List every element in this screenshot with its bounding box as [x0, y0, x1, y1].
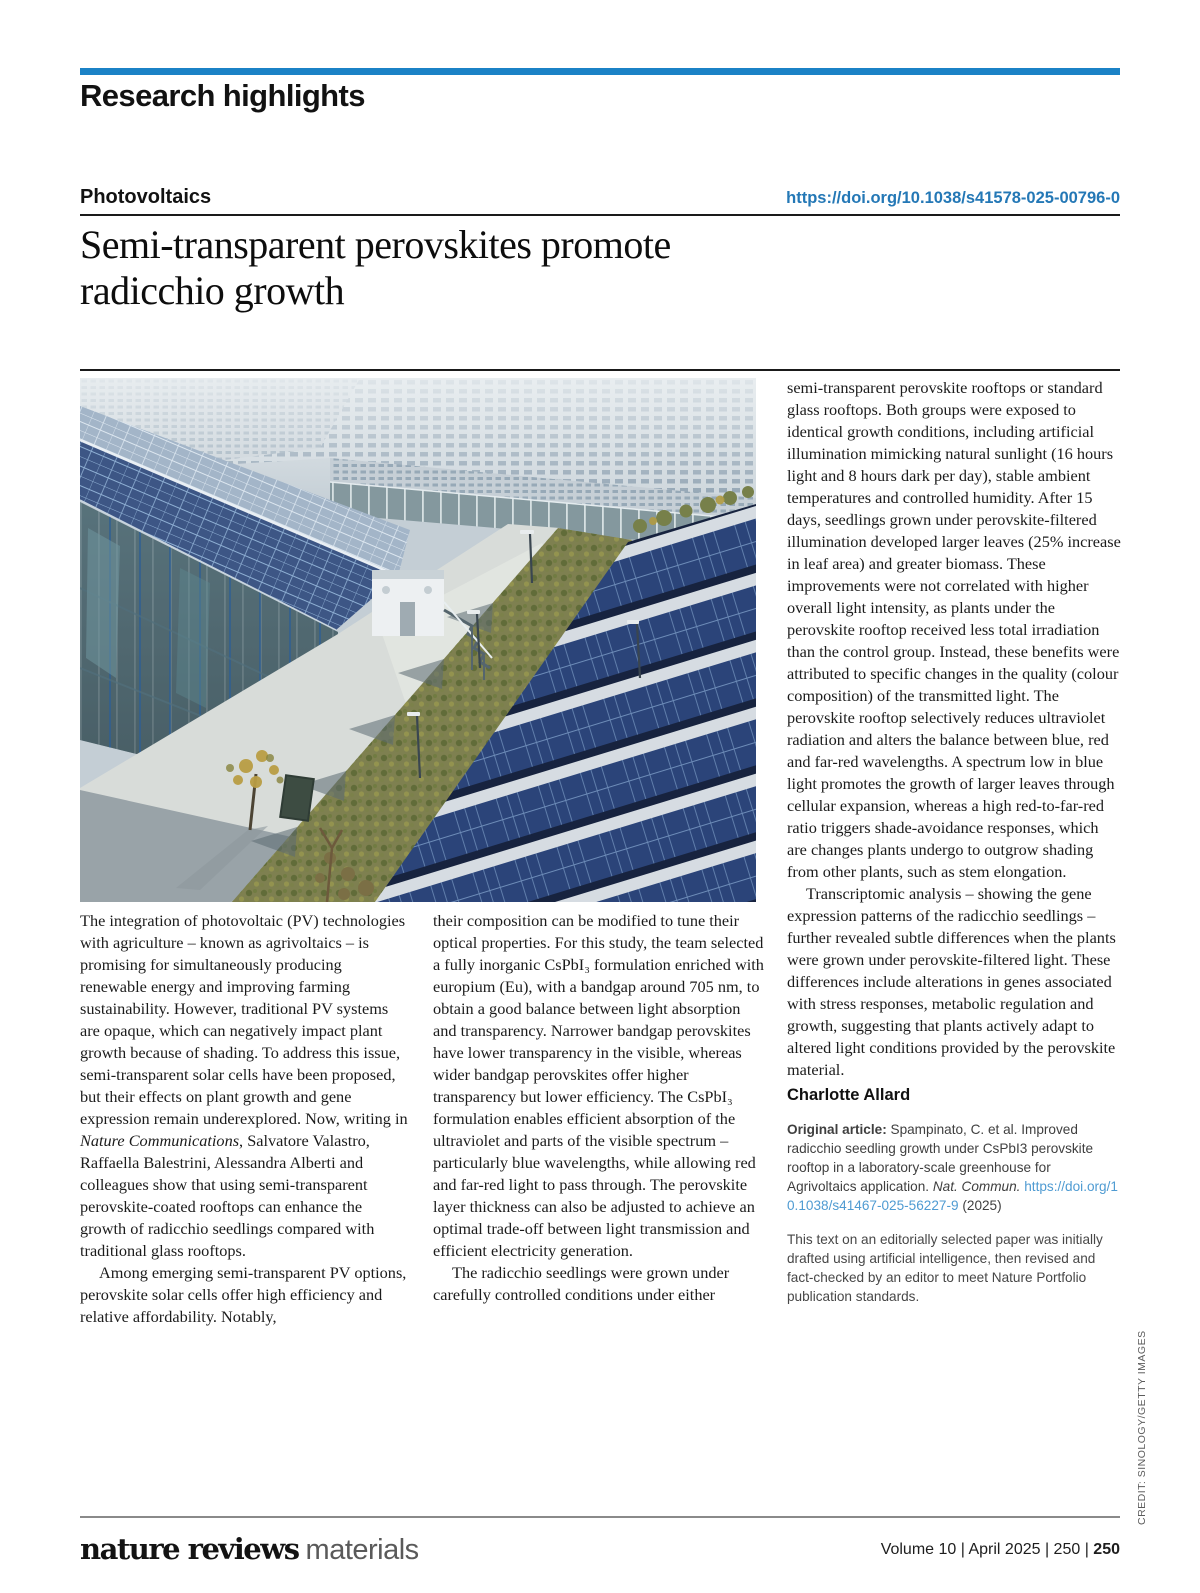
article-photo-greenhouses: [80, 378, 756, 902]
text-run: Spampinato, C. et al. Improved radicchio seedling growth under CsPbI3 perovskite rooftop in a laboratory-scale greenhouse for Agrivoltaics application.: [787, 1122, 1094, 1194]
text-run: Original article:: [787, 1122, 891, 1137]
body-paragraph: their composition can be modified to tune their optical properties. For this study, the team selected a fully inorganic CsPbI₃ formulation enriched with europium (Eu), with a bandgap around 705 nm, to obtain a good balance between light absorption and transparency. Narrower bandgap perovskites have lower transparency in the visible, whereas wider bandgap perovskites offer higher transparency but lower efficiency. The CsPbI₃ formulation enables efficient absorption of the ultraviolet and parts of the visible spectrum – particularly blue wavelengths, while allowing red and far-red light to pass through. The perovskite layer thickness can also be adjusted to achieve an optimal trade-off between light transmission and efficient electricity generation.: [433, 911, 764, 1260]
volume-info: Volume 10 | April 2025 | 250 |: [880, 1541, 1094, 1558]
article-title: Semi-transparent perovskites promote radicchio growth: [80, 222, 671, 313]
text-run: The integration of photovoltaic (PV) technologies with agriculture – known as agrivoltaics – is promising for simultaneously producing renewable energy and improving farming sustainability. However, traditional PV systems are opaque, which can negatively impact plant growth because of shading. To address this issue, semi-transparent solar cells have been proposed, but their effects on plant growth and gene expression remain underexplored. Now, writing in: [80, 911, 408, 1128]
ai-disclaimer: This text on an editorially selected paper was initially drafted using artificial intelligence, then revised and fact-checked by an editor to meet Nature Portfolio publication standards.: [787, 1232, 1103, 1304]
text-run: , Salvatore Valastro, Raffaella Balestrini, Alessandra Alberti and colleagues show that using semi-transparent perovskite-coated rooftops can enhance the growth of radicchio seedlings compared with traditional glass rooftops.: [80, 1131, 375, 1260]
topic-label: Photovoltaics: [80, 186, 212, 208]
body-column-1: [80, 910, 412, 1328]
body-column-3: [787, 377, 1121, 1306]
text-run: Nature Communications: [80, 1131, 240, 1150]
top-accent-rule: [80, 68, 1120, 75]
footer-rule: [80, 1516, 1120, 1518]
body-paragraph: Transcriptomic analysis – showing the gene expression patterns of the radicchio seedlings – further revealed subtle differences when the plants were grown under perovskite-filtered light. These differences include alterations in genes associated with stress responses, metabolic regulation and growth, suggesting that plants actively adapt to altered light conditions provided by the perovskite material.: [787, 884, 1116, 1079]
journal-logo: [80, 1532, 419, 1567]
dark-signboard: [279, 774, 315, 822]
figure-top-rule: [80, 369, 1120, 371]
original-article-citation: [787, 1120, 1121, 1215]
body-paragraph: [80, 910, 412, 1262]
citation-year: (2025): [958, 1198, 1002, 1213]
journal-logo-bold: nature reviews: [80, 1532, 299, 1566]
topic-rule: [80, 214, 1120, 216]
author-name: Charlotte Allard: [787, 1086, 911, 1104]
text-run: Nat. Commun.: [932, 1179, 1021, 1194]
section-heading: Research highlights: [80, 78, 365, 113]
body-column-2: [433, 910, 765, 1306]
body-paragraph: The radicchio seedlings were grown under carefully controlled conditions under either: [433, 1263, 730, 1304]
photo-credit: CREDIT: SINOLOGY/GETTY IMAGES: [1136, 1330, 1148, 1525]
citation-doi-link[interactable]: https://doi.org/10.1038/s41467-025-56227-9: [787, 1179, 1118, 1213]
journal-logo-light: materials: [305, 1534, 419, 1566]
article-doi-link[interactable]: https://doi.org/10.1038/s41578-025-00796-0: [786, 189, 1120, 207]
body-paragraph: semi-transparent perovskite rooftops or standard glass rooftops. Both groups were exposed to identical growth conditions, including artificial illumination mimicking natural sunlight (16 hours light and 8 hours dark per day), stable ambient temperatures and controlled humidity. After 15 days, seedlings grown under perovskite-filtered illumination developed larger leaves (25% increase in leaf area) and greater biomass. These improvements were not correlated with higher overall light intensity, as plants under the perovskite rooftop received less total irradiation than the control group. Instead, these benefits were attributed to specific changes in the quality (colour composition) of the transmitted light. The perovskite rooftop selectively reduces ultraviolet radiation and alters the balance between blue, red and far-red wavelengths. A spectrum low in blue light promotes the growth of larger leaves through cellular expansion, whereas a high red-to-far-red ratio triggers shade-avoidance responses, which are changes plants undergo to outgrow shading from other plants, such as stem elongation.: [787, 378, 1121, 881]
body-paragraph: Among emerging semi-transparent PV options, perovskite solar cells offer high efficiency and relative affordability. Notably,: [80, 1263, 407, 1326]
volume-line: [881, 1541, 1120, 1559]
page-number: 250: [1093, 1541, 1120, 1558]
